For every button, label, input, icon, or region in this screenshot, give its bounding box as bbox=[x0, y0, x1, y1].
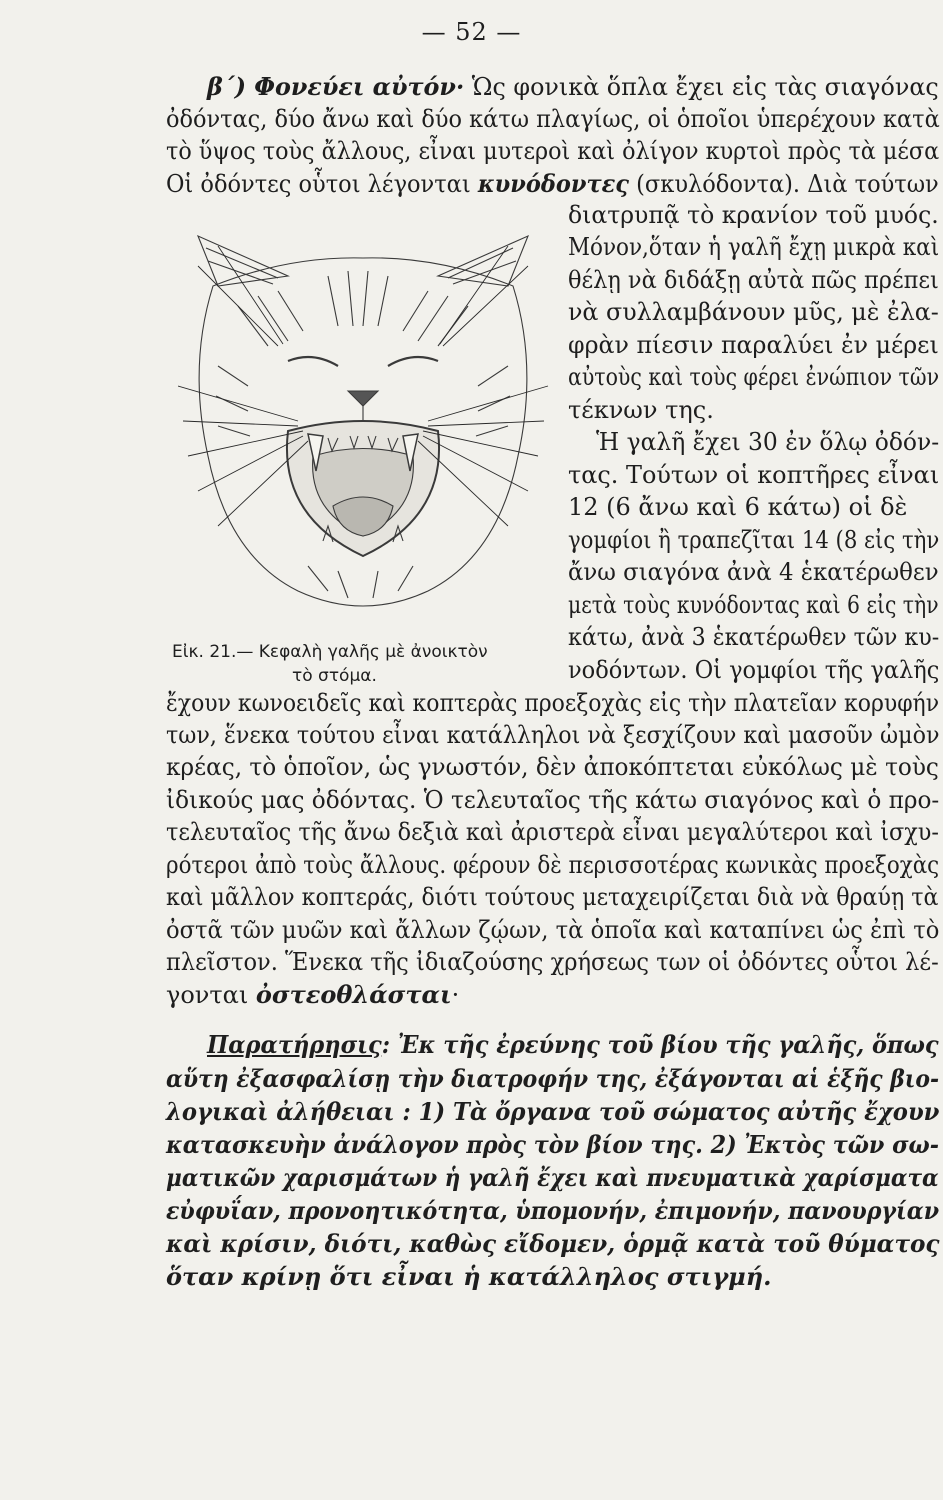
page-number: — 52 — bbox=[421, 18, 522, 46]
text-line: ρότεροι ἀπὸ τοὺς ἄλλους. φέρουν δὲ περισσοτέρας κωνικὰς προεξοχὰς bbox=[166, 851, 940, 879]
observation-line bbox=[207, 1030, 939, 1060]
text-line: κρέας, τὸ ὁποῖον, ὡς γνωστόν, δὲν ἀποκόπτεται εὐκόλως μὲ τοὺς bbox=[166, 753, 939, 781]
text-line bbox=[207, 72, 939, 102]
text-span: Ὡς φονικὰ ὅπλα ἔχει εἰς τὰς σιαγόνας bbox=[464, 73, 939, 101]
text-line: τὸ ὕψος τοὺς ἄλλους, εἶναι μυτεροὶ καὶ ὀλίγον κυρτοὶ πρὸς τὰ μέσα bbox=[166, 137, 940, 165]
figure-caption: Εἰκ. 21.— Κεφαλὴ γαλῆς μὲ ἀνοικτὸν bbox=[172, 642, 488, 662]
text-span: (σκυλόδοντα). Διὰ τούτων bbox=[628, 170, 939, 198]
text-line: 12 (6 ἄνω καὶ 6 κάτω) οἱ δὲ bbox=[568, 493, 908, 521]
observation-line: αὕτη ἐξασφαλίσῃ τὴν διατροφήν της, ἐξάγονται αἱ ἑξῆς βιο- bbox=[166, 1064, 940, 1093]
text-line: ἔχουν κωνοειδεῖς καὶ κοπτερὰς προεξοχὰς εἰς τὴν πλατεῖαν κορυφήν bbox=[166, 689, 940, 717]
text-line: κάτω, ἀνὰ 3 ἑκατέρωθεν τῶν κυ- bbox=[568, 623, 940, 651]
text-line: ἄνω σιαγόνα ἀνὰ 4 ἑκατέρωθεν bbox=[568, 558, 939, 586]
text-line bbox=[166, 980, 459, 1010]
text-line: γομφίοι ἢ τραπεζῖται 14 (8 εἰς τὴν bbox=[568, 526, 940, 554]
observation-heading: Παρατήρησις bbox=[207, 1030, 382, 1059]
text-line: πλεῖστον. Ἕνεκα τῆς ἰδιαζούσης χρήσεως των οἱ ὀδόντες οὗτοι λέ- bbox=[166, 948, 939, 976]
text-line: θέλῃ νὰ διδάξῃ αὐτὰ πῶς πρέπει bbox=[568, 266, 939, 294]
text-line: τέκνων της. bbox=[568, 396, 714, 424]
figure-caption-cont: τὸ στόμα. bbox=[292, 666, 377, 686]
text-line: αὐτοὺς καὶ τοὺς φέρει ἐνώπιον τῶν bbox=[568, 363, 940, 391]
text-line: ἰδικούς μας ὀδόντας. Ὁ τελευταῖος τῆς κάτω σιαγόνος καὶ ὁ προ- bbox=[166, 786, 940, 814]
text-line: τας. Τούτων οἱ κοπτῆρες εἶναι bbox=[568, 461, 940, 489]
text-line: ὀδόντας, δύο ἄνω καὶ δύο κάτω πλαγίως, οἱ ὁποῖοι ὑπερέχουν κατὰ bbox=[166, 105, 940, 133]
observation-line: καὶ κρίσιν, διότι, καθὼς εἴδομεν, ὁρμᾷ κατὰ τοῦ θύματος bbox=[166, 1229, 940, 1258]
text-line: Ἡ γαλῆ ἔχει 30 ἐν ὅλῳ ὀδόν- bbox=[596, 428, 940, 456]
term-canines: κυνόδοντες bbox=[477, 169, 629, 198]
observation-line: ὅταν κρίνῃ ὅτι εἶναι ἡ κατάλληλος στιγμή. bbox=[166, 1262, 772, 1291]
text-span: : Ἐκ τῆς ἐρεύνης τοῦ βίου τῆς γαλῆς, ὅπως bbox=[381, 1030, 939, 1059]
text-line: νὰ συλλαμβάνουν μῦς, μὲ ἐλα- bbox=[568, 298, 939, 326]
text-line: ὀστᾶ τῶν μυῶν καὶ ἄλλων ζῴων, τὰ ὁποῖα καὶ καταπίνει ὡς ἐπὶ τὸ bbox=[166, 916, 940, 944]
text-span: Οἱ ὀδόντες οὗτοι λέγονται bbox=[166, 170, 478, 198]
section-heading: β΄) Φονεύει αὐτόν· bbox=[207, 72, 465, 101]
text-line: νοδόντων. Οἱ γομφίοι τῆς γαλῆς bbox=[568, 656, 940, 684]
text-line: φρὰν πίεσιν παραλύει ἐν μέρει bbox=[568, 331, 939, 359]
text-line: των, ἕνεκα τούτου εἶναι κατάλληλοι νὰ ξεσχίζουν καὶ μασοῦν ὠμὸν bbox=[166, 721, 940, 749]
observation-line: λογικαὶ ἀλήθειαι : 1) Τὰ ὄργανα τοῦ σώματος αὐτῆς ἔχουν bbox=[166, 1097, 940, 1126]
text-line: διατρυπᾷ τὸ κρανίον τοῦ μυός. bbox=[568, 201, 939, 229]
observation-line: εὐφυΐαν, προνοητικότητα, ὑπομονήν, ἐπιμονήν, πανουργίαν bbox=[166, 1196, 940, 1225]
cat-head-illustration bbox=[178, 226, 550, 644]
text-span: γονται bbox=[166, 981, 256, 1009]
text-line: Μόνον,ὅταν ἡ γαλῆ ἔχῃ μικρὰ καὶ bbox=[568, 233, 940, 261]
observation-line: κατασκευὴν ἀνάλογον πρὸς τὸν βίον της. 2) Ἐκτὸς τῶν σω- bbox=[166, 1130, 939, 1159]
term-bone-crushers: ὀστεοθλάσται bbox=[255, 980, 452, 1009]
text-span: · bbox=[451, 981, 460, 1009]
text-line bbox=[166, 169, 939, 199]
observation-line: ματικῶν χαρισμάτων ἡ γαλῆ ἔχει καὶ πνευματικὰ χαρίσματα bbox=[166, 1163, 939, 1192]
text-line: μετὰ τοὺς κυνόδοντας καὶ 6 εἰς τὴν bbox=[568, 591, 939, 619]
text-line: καὶ μᾶλλον κοπτεράς, διότι τούτους μεταχειρίζεται διὰ νὰ θραύῃ τὰ bbox=[166, 883, 939, 911]
text-line: τελευταῖος τῆς ἄνω δεξιὰ καὶ ἀριστερὰ εἶναι μεγαλύτεροι καὶ ἰσχυ- bbox=[166, 818, 939, 846]
